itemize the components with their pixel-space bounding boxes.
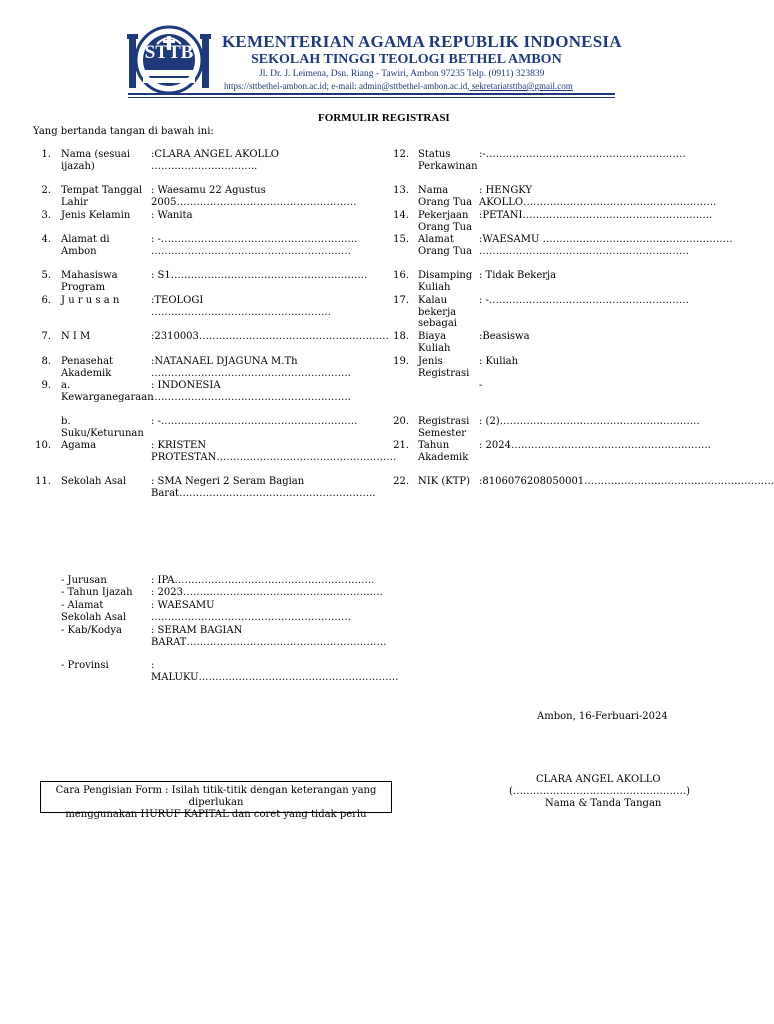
left-field-value[interactable]: : INDONESIA …………………………………………………… [151, 380, 351, 403]
right-field-value[interactable]: : Tidak Bekerja [479, 270, 557, 281]
right-field-value[interactable]: :8106076208050001………………………………………………… [479, 476, 774, 487]
right-field-number: 12. [393, 149, 409, 160]
school-field-value[interactable]: : SERAM BAGIAN BARAT…………………………………………………… [151, 625, 387, 648]
signature-caption: Nama & Tanda Tangan [545, 798, 662, 809]
left-field-label: a. Kewarganegaraan [61, 380, 154, 403]
left-field-number: 2. [41, 185, 51, 196]
school-name: SEKOLAH TINGGI TEOLOGI BETHEL AMBON [251, 52, 562, 67]
left-field-label: Agama [61, 440, 97, 451]
left-field-value[interactable]: : KRISTEN PROTESTAN……………………………………………… [151, 440, 397, 463]
left-field-value[interactable]: :TEOLOGI ……………………………………………… [151, 295, 331, 318]
right-field-number: 15. [393, 234, 409, 245]
right-field-label: Disamping Kuliah [418, 270, 473, 293]
signature-line: (…………………………………………….) [509, 786, 690, 797]
right-field-label: Kalau bekerja sebagai [418, 295, 457, 329]
instructions-line-2: menggunakan HURUF KAPITAL dan coret yang tidak perlu [65, 809, 367, 820]
right-field-number: 14. [393, 210, 409, 221]
right-field-label: Pekerjaan Orang Tua [418, 210, 473, 233]
left-field-value[interactable]: : -………………………………………………….. [151, 416, 358, 427]
right-field-number: 13. [393, 185, 409, 196]
form-intro: Yang bertanda tangan di bawah ini: [33, 126, 214, 137]
right-field-number: 20. [393, 416, 409, 427]
school-field-label: - Jurusan [61, 575, 107, 586]
place-date: Ambon, 16-Ferbuari-2024 [537, 711, 668, 722]
contact-text: https://sttbethel-ambon.ac.id; e-mail: admin@sttbethel-ambon.ac.id, [224, 81, 470, 91]
right-field-number: 22. [393, 476, 409, 487]
header-rule [128, 93, 615, 95]
school-field-value[interactable]: : WAESAMU …………………………………………………… [151, 600, 351, 623]
left-field-label: J u r u s a n [61, 295, 120, 306]
right-field-label: Biaya Kuliah [418, 331, 451, 354]
ministry-name: KEMENTERIAN AGAMA REPUBLIK INDONESIA [222, 32, 622, 51]
contact-email-link[interactable]: sekretariatsttba@gmail.com [469, 81, 573, 91]
left-field-label: Nama (sesuai ijazah) [61, 149, 131, 172]
right-field-label: Nama Orang Tua [418, 185, 473, 208]
right-field-label: Status Perkawinan [418, 149, 478, 172]
left-field-label: b. Suku/Keturunan [61, 416, 144, 439]
school-field-value[interactable]: : 2023…………………………………………………… [151, 587, 383, 598]
left-field-value[interactable]: : Wanita [151, 210, 193, 221]
school-field-value[interactable]: : MALUKU…………………………………………………… [151, 660, 399, 683]
school-field-label: - Provinsi [61, 660, 109, 671]
left-field-number: 10. [35, 440, 51, 451]
instructions-line-1: Cara Pengisian Form : Isilah titik-titik dengan keterangan yang diperlukan [55, 785, 377, 808]
school-field-label: - Kab/Kodya [61, 625, 122, 636]
instructions-box [40, 781, 392, 820]
right-field-value[interactable]: :Beasiswa [479, 331, 530, 342]
left-field-value[interactable]: :CLARA ANGEL AKOLLO ………………………….. [151, 149, 279, 172]
left-field-number: 3. [41, 210, 51, 221]
left-field-number: 4. [41, 234, 51, 245]
left-field-number: 9. [41, 380, 51, 391]
right-field-label: Tahun Akademik [418, 440, 469, 463]
school-address: Jl. Dr. J. Leimena, Dsn. Riang - Tawiri, Ambon 97235 Telp. (0911) 323839 [259, 69, 545, 79]
left-field-value[interactable]: :NATANAEL DJAGUNA M.Th …………………………………………………… [151, 356, 351, 379]
right-field-value[interactable]: : HENGKY AKOLLO…………………………………………………. [479, 185, 717, 208]
left-field-number: 1. [41, 149, 51, 160]
left-field-number: 5. [41, 270, 51, 281]
left-field-label: N I M [61, 331, 91, 342]
right-field-number: 18. [393, 331, 409, 342]
right-field-value[interactable]: : Kuliah [479, 356, 519, 367]
school-field-label: - Tahun Ijazah [61, 587, 133, 598]
right-field-label: Jenis Registrasi [418, 356, 470, 379]
left-field-value[interactable]: : Waesamu 22 Agustus 2005……………………………………………… [151, 185, 357, 208]
right-field-number: 21. [393, 440, 409, 451]
left-field-value[interactable]: : -………………………………………………….. …………………………………………………… [151, 234, 358, 257]
left-field-value[interactable]: : SMA Negeri 2 Seram Bagian Barat………………………………………………….. [151, 476, 376, 499]
left-field-number: 8. [41, 356, 51, 367]
left-field-label: Sekolah Asal [61, 476, 127, 487]
logo-text: STTB [144, 42, 194, 63]
left-field-label: Jenis Kelamin [61, 210, 131, 221]
right-field-value[interactable]: : -…………………………………………………… [479, 295, 689, 306]
right-field-number: 17. [393, 295, 409, 306]
right-field-label: Alamat Orang Tua [418, 234, 473, 257]
right-field-label: NIK (KTP) [418, 476, 471, 487]
header-rule-thin [128, 97, 615, 98]
right-field-number: 16. [393, 270, 409, 281]
right-field-value[interactable]: :WAESAMU ………………………………………………… ……………………………………………………… [479, 234, 733, 257]
school-contact [224, 81, 573, 91]
left-field-value[interactable]: :2310003………………………………………………… [151, 331, 389, 342]
left-field-label: Alamat di Ambon [61, 234, 110, 257]
left-field-value[interactable]: : S1………………………………………………….. [151, 270, 368, 281]
form-title: FORMULIR REGISTRASI [318, 112, 450, 124]
school-field-value[interactable]: : IPA…………………………………………………… [151, 575, 375, 586]
right-field-value[interactable]: : (2)…………………………………………………… [479, 416, 700, 427]
right-field-value[interactable]: :PETANI………………………………………………… [479, 210, 713, 221]
left-field-number: 7. [41, 331, 51, 342]
left-field-label: Mahasiswa Program [61, 270, 118, 293]
left-field-number: 11. [35, 476, 51, 487]
right-field-number: 19. [393, 356, 409, 367]
school-field-label: - Alamat Sekolah Asal [61, 600, 127, 623]
right-field-value[interactable]: :-…………………………………………………… [479, 149, 686, 160]
right-field-value[interactable]: : 2024…………………………………………………… [479, 440, 711, 451]
left-field-number: 6. [41, 295, 51, 306]
right-field-label: Registrasi Semester [418, 416, 470, 439]
left-field-label: Penasehat Akademik [61, 356, 114, 379]
right-field-value[interactable]: - [479, 380, 483, 391]
left-field-label: Tempat Tanggal Lahir [61, 185, 143, 208]
signer-name: CLARA ANGEL AKOLLO [536, 774, 661, 785]
